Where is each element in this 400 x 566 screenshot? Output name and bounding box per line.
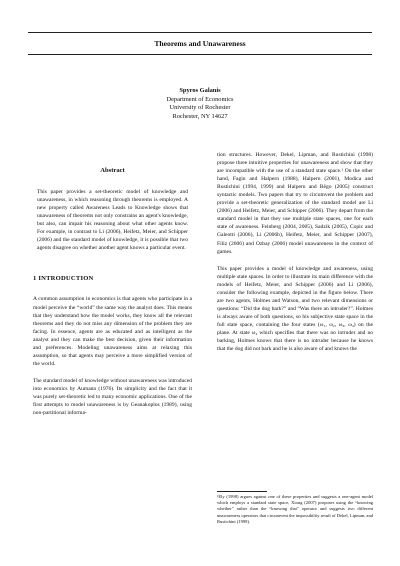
abstract-body: [37, 188, 188, 252]
author-block: [0, 87, 400, 122]
author-university: University of Rochester: [169, 104, 231, 112]
left-column: [33, 152, 192, 417]
footnote: [217, 494, 373, 525]
section-heading-introduction: 1 INTRODUCTION: [33, 275, 94, 283]
author-location: Rochester, NY 14627: [172, 113, 228, 121]
top-rule: [28, 32, 372, 33]
intro-paragraph-1: A common assumption in economics is that agents who participate in a model perceive the “world” the same way the analyst does. This means that they understand how the model works, they know all the relevant theorems and they do not miss any dimension of the problem they are facing. In essence, agents are as educated and as intelligent as the analyst and they can make the best decision, given their information and preferences. Modeling unawareness aims at relaxing this assumption, so that agents may perceive a more simplified version of the world.: [33, 296, 192, 367]
abstract-text: This paper provides a set-theoretic model of knowledge and unawareness, in which reasoning through theorems is employed. A new property called Awareness Leads to Knowledge shows that unawareness of theorems not only constrains an agent's knowledge, but also, can impair his reasoning about what other agents know. For example, in contrast to Li (2006), Heifetz, Meier, and Schipper (2006) and the standard model of knowledge, it is possible that two agents disagree on whether another agent knows a particular event.: [37, 189, 188, 252]
footnote-rule: [217, 491, 267, 492]
footnote-text: ¹Ely (1998) argues against one of these properties and suggests a one-agent model which employs a standard state space, Xiong (2007) proposes using the “knowing whether” rather than the “knowing that” operator and suggests two different unawareness operators that circumvent the impossibility result of Dekel, Lipman, and Rustichini (1998).: [217, 494, 373, 524]
right-column: [217, 151, 373, 353]
abstract-heading: Abstract: [100, 167, 125, 174]
author-name: Spyros Galanis: [179, 87, 221, 94]
author-department: Department of Economics: [166, 95, 234, 103]
paper-title: Theorems and Unawareness: [154, 39, 246, 48]
title-bottom-rule: [28, 54, 372, 55]
intro-paragraph-2: The standard model of knowledge without unawareness was introduced into economics by Aumann (1976). Its simplicity and the fact that it was purely set-theoretic led to many economic applications. One of the first attempts to model unawareness is by Geanakoplos (1989), using non-partitional informa-: [33, 377, 192, 417]
right-paragraph-1: tion structures. However, Dekel, Lipman, and Rustichini (1998) propose three intuitive properties for unawareness and show that they are incompatible with the use of a standard state space.¹ On the other hand, Fagin and Halpern (1988), Halpern (2001), Modica and Rustichini (1994, 1999) and Halpern and Rêgo (2005) construct syntactic models. Two papers that try to circumvent the problem and provide a set-theoretic generalization of the standard model are Li (2006) and Heifetz, Meier, and Schipper (2006). They depart from the standard model in that they use multiple state spaces, one for each state of awareness. Feinberg (2004, 2005), Sadzik (2005), Copic and Galeotti (2006), Li (2006b), Heifetz, Meier, and Schipper (2007), Filiz (2006) and Ozbay (2006) model unawareness in the context of games.: [217, 152, 373, 255]
right-paragraph-2: This paper provides a model of knowledge and awareness, using multiple state spaces. In order to illustrate its main difference with the models of Heifetz, Meier, and Schipper (2006) and Li (2006), consider the following example, depicted in the figure below. There are two agents, Holmes and Watson, and two relevant dimensions or questions: “Did the dog bark?” and “Was there an intruder?”. Holmes is always aware of both questions, so his subjective state space in the full state space, containing the four states (ω₁, ω₂, ω₃, ω₄) on the plane. At state ω₄ which specifies that there was no intruder and no barking, Holmes knows that there is no intruder because he knows that the dog did not bark and he is also aware of and knows the: [217, 265, 373, 353]
